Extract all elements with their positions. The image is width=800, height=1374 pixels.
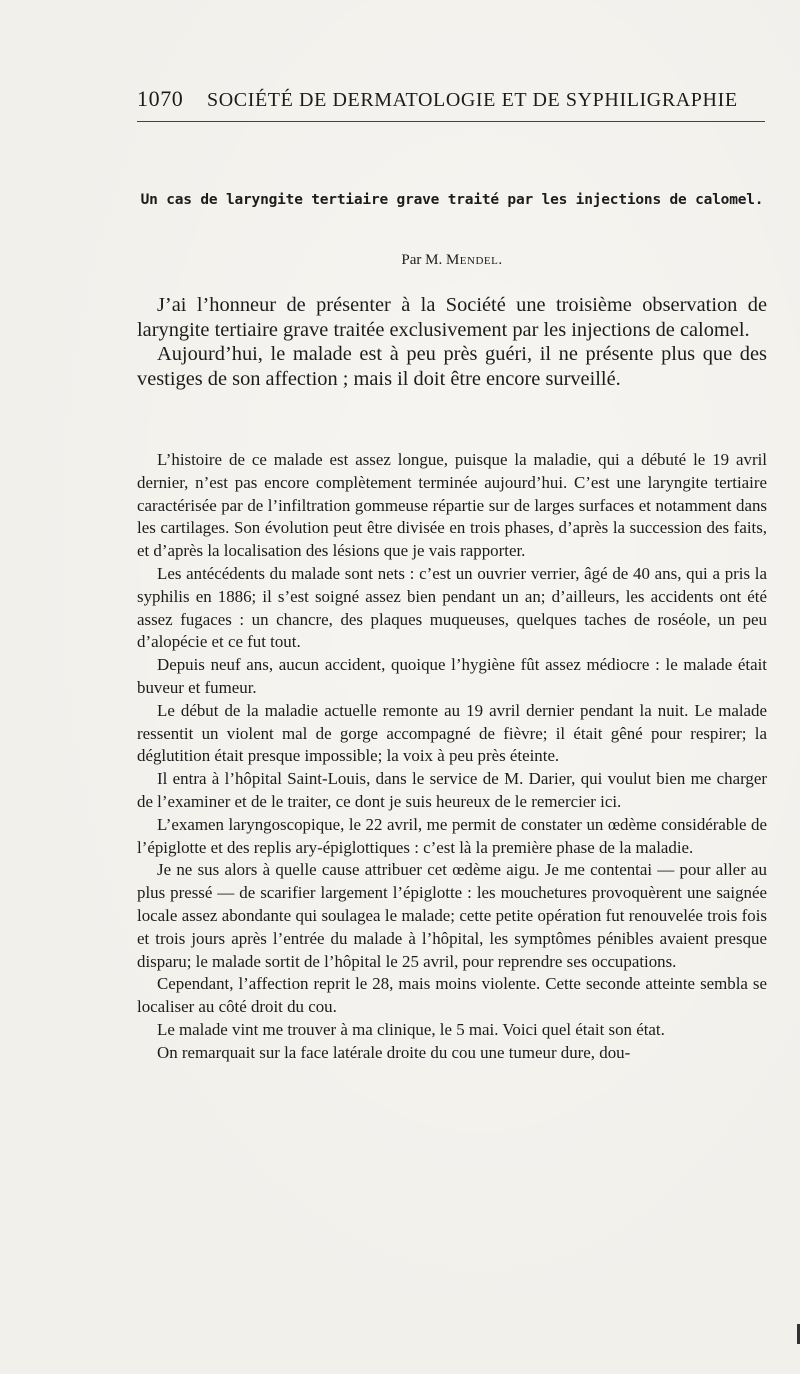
- body-paragraph: Le début de la maladie actuelle remonte au 19 avril dernier pendant la nuit. Le malade ressentit un violent mal de gorge accompagné de fièvre; il était gêné pour respirer; la déglutition était presque impossible; la voix à peu près éteinte.: [137, 700, 767, 766]
- body-paragraph: Le malade vint me trouver à ma clinique, le 5 mai. Voici quel était son état.: [157, 1019, 665, 1039]
- running-header: [137, 86, 767, 110]
- body-paragraph: Je ne sus alors à quelle cause attribuer cet œdème aigu. Je me contentai — pour aller au plus pressé — de scarifier largement l’épiglotte : les mouchetures provoquèrent une saignée locale assez abondante qui soulagea le malade; cette petite opération fut renouvelée trois fois et trois jours après l’entrée du malade à l’hôpital, les symptômes pénibles avaient presque disparu; le malade sortit de l’hôpital le 25 avril, pour reprendre ses occupations.: [137, 860, 767, 971]
- body-paragraph: Il entra à l’hôpital Saint-Louis, dans le service de M. Darier, qui voulut bien me charger de l’examiner et de le traiter, ce dont je suis heureux de le remercier ici.: [137, 769, 767, 811]
- body-paragraph: L’examen laryngoscopique, le 22 avril, me permit de constater un œdème considérable de l’épiglotte et des replis ary-épiglottiques : c’est là la première phase de la maladie.: [137, 814, 767, 857]
- article-title: Un cas de laryngite tertiaire grave traité par les injections de calomel.: [140, 192, 764, 208]
- page-number: 1070: [137, 86, 184, 111]
- body-text: [137, 449, 767, 1065]
- body-paragraph: Cependant, l’affection reprit le 28, mais moins violente. Cette seconde atteinte sembla se localiser au côté droit du cou.: [137, 974, 767, 1017]
- body-paragraph: L’histoire de ce malade est assez longue, puisque la maladie, qui a débuté le 19 avril dernier, n’est pas encore complètement terminée aujourd’hui. C’est une laryngite tertiaire caractérisée par de l’infiltration gommeuse répartie sur de larges surfaces et notamment dans les cartilages. Son évolution peut être divisée en trois phases, d’après la succession des faits, et d’après la localisation des lésions que je vais rapporter.: [137, 450, 767, 561]
- running-title: SOCIÉTÉ DE DERMATOLOGIE ET DE SYPHILIGRAPHIE: [207, 89, 738, 111]
- body-paragraph: Depuis neuf ans, aucun accident, quoique l’hygiène fût assez médiocre : le malade était buveur et fumeur.: [137, 655, 767, 697]
- byline-prefix: Par M.: [401, 252, 443, 268]
- byline: [137, 252, 767, 269]
- intro-paragraph: J’ai l’honneur de présenter à la Société une troisième observation de laryngite tertiaire grave traitée exclusivement par les injections de calomel.: [137, 294, 767, 341]
- author-name: Mendel.: [445, 252, 503, 268]
- intro-section: [137, 293, 767, 391]
- intro-paragraph: Aujourd’hui, le malade est à peu près guéri, il ne présente plus que des vestiges de son affection ; mais il doit être encore surveillé.: [137, 343, 767, 390]
- body-paragraph: Les antécédents du malade sont nets : c’est un ouvrier verrier, âgé de 40 ans, qui a pris la syphilis en 1886; il s’est soigné assez bien pendant un an; d’ailleurs, les accidents ont été assez fugaces : un chancre, des plaques muqueuses, quelques taches de roséole, un peu d’alopécie et ce fut tout.: [137, 563, 767, 652]
- header-rule: [137, 121, 765, 122]
- body-paragraph: On remarquait sur la face latérale droite du cou une tumeur dure, dou-: [157, 1042, 631, 1062]
